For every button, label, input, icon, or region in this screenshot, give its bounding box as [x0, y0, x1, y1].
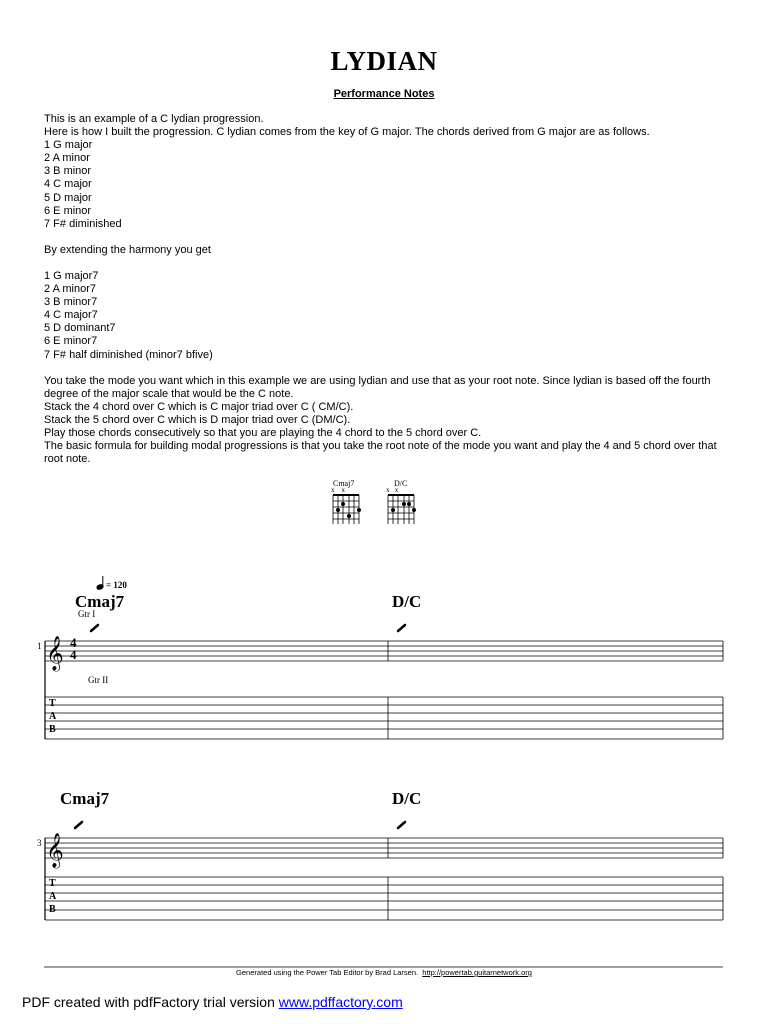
chord-symbol-dc: D/C: [392, 592, 422, 611]
footer-link[interactable]: http://powertab.guitarnetwork.org: [422, 968, 532, 977]
notes-paragraph: Play those chords consecutively so that you are playing the 4 chord to the 5 chord over C.: [44, 426, 482, 439]
chord-list-item: 4 C major: [44, 178, 92, 191]
chord7-list-item: 1 G major7: [44, 269, 99, 282]
notes-paragraph: The basic formula for building modal progressions is that you take the root note of the mode you want and play the 4 and 5 chord over that root note.: [44, 440, 717, 466]
time-signature: [70, 637, 77, 661]
chord-symbol-cmaj7: Cmaj7: [75, 592, 125, 611]
chord-symbol-dc: D/C: [392, 789, 422, 808]
tab-clef: [49, 697, 56, 736]
time-signature-top: 4: [70, 635, 77, 650]
chord7-list-item: 2 A minor7: [44, 283, 96, 296]
page-subtitle: Performance Notes: [333, 88, 435, 100]
chord-symbol-cmaj7: Cmaj7: [60, 789, 110, 808]
guitar-2-label: Gtr II: [88, 675, 109, 685]
diagram-cmaj7-muted: x x: [331, 486, 345, 494]
slash-marks-system-1: [91, 625, 405, 631]
tab-letter: A: [49, 891, 57, 902]
chord-list-item: 1 G major: [44, 139, 93, 152]
guitar-1-label: Gtr I: [78, 609, 96, 619]
chord-list-item: 5 D major: [44, 191, 92, 204]
notes-intro-2: Here is how I built the progression. C lydian comes from the key of G major. The chords derived from G major are as follows.: [44, 126, 650, 139]
measure-number: 3: [37, 838, 42, 848]
chord7-list-item: 5 D dominant7: [44, 322, 116, 335]
tab-letter: B: [49, 904, 56, 915]
treble-clef-icon: 𝄞: [46, 833, 64, 868]
diagram-dc-label: D/C: [394, 479, 408, 488]
pdf-notice: [22, 994, 403, 1010]
pdf-link[interactable]: www.pdffactory.com: [278, 994, 403, 1010]
tempo-marking: = 120: [106, 580, 127, 590]
chord-diagram-cmaj7-dots: [336, 502, 361, 518]
chord-list-item: 3 B minor: [44, 165, 92, 178]
footer-credit: [0, 968, 768, 977]
notes-intro-1: This is an example of a C lydian progression.: [44, 113, 264, 125]
diagram-cmaj7-label: Cmaj7: [333, 479, 355, 488]
chord-list-item: 7 F# diminished: [44, 217, 122, 230]
chord7-list-item: 6 E minor7: [44, 335, 98, 348]
measure-number: 1: [37, 641, 42, 651]
chord7-list-item: 3 B minor7: [44, 296, 98, 309]
chord7-list-item: 4 C major7: [44, 309, 98, 322]
tab-letter: T: [49, 878, 56, 889]
notes-extend: By extending the harmony you get: [44, 243, 211, 256]
chord-list-item: 2 A minor: [44, 152, 90, 165]
tab-letter: B: [49, 724, 56, 735]
tab-clef: [49, 877, 56, 916]
notes-paragraph: Stack the 4 chord over C which is C major triad over C ( CM/C).: [44, 400, 354, 413]
page-title: LYDIAN: [330, 46, 438, 76]
chord7-list-item: 7 F# half diminished (minor7 bfive): [44, 348, 213, 361]
notes-paragraph: Stack the 5 chord over C which is D major triad over C (DM/C).: [44, 413, 351, 426]
staff-system-2: [45, 838, 723, 920]
tab-letter: A: [49, 711, 57, 722]
time-signature-bottom: 4: [70, 647, 77, 662]
chord-list-item: 6 E minor: [44, 204, 92, 217]
quarter-note-icon: [96, 576, 104, 590]
treble-clef-icon: 𝄞: [46, 636, 64, 671]
tab-letter: T: [49, 698, 56, 709]
pdf-notice-text: PDF created with pdfFactory trial version: [22, 994, 275, 1010]
diagram-dc-muted: x x: [386, 486, 399, 494]
footer-credit-text: Generated using the Power Tab Editor by Brad Larsen.: [236, 968, 419, 977]
notes-paragraph: You take the mode you want which in this example we are using lydian and use that as your root note. Since lydian is based off the fourth degree of the major scale that would be the C note.: [44, 374, 711, 400]
slash-marks-system-2: [75, 822, 405, 828]
staff-system-1: [45, 641, 723, 739]
